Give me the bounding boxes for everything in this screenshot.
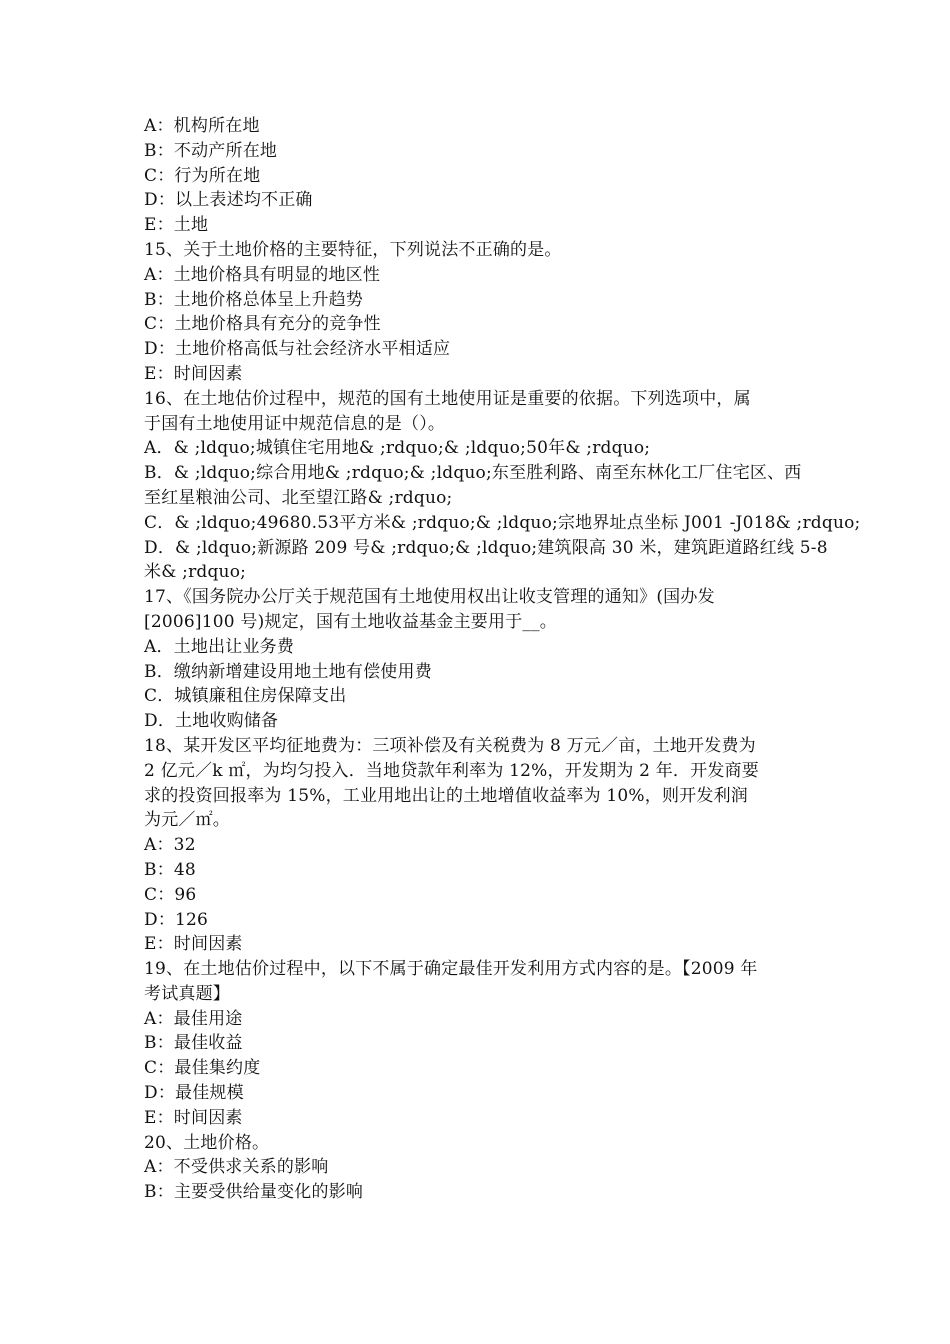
option-line: B：主要受供给量变化的影响 [144,1182,364,1203]
option-line: A：32 [144,835,196,856]
question-20: 20、土地价格。 [144,1132,270,1153]
option-line: B：48 [144,859,196,880]
question-16-cont: 于国有土地使用证中规范信息的是（）。 [144,413,446,434]
question-17: 17、《国务院办公厅关于规范国有土地使用权出让收支管理的通知》(国办发 [144,587,715,608]
option-line: D．& ;ldquo;新源路 209 号& ;rdquo;& ;ldquo;建筑限高 30 米，建筑距道路红线 5-8 [144,537,828,558]
option-line: D：以上表述均不正确 [144,190,313,211]
document-body [144,114,861,1205]
question-18-cont: 求的投资回报率为 15%，工业用地出让的土地增值收益率为 10%，则开发利润 [144,785,748,806]
option-line: B：土地价格总体呈上升趋势 [144,289,364,310]
question-18-cont: 为元／㎡。 [144,810,230,831]
question-16: 16、在土地估价过程中，规范的国有土地使用证是重要的依据。下列选项中，属 [144,388,751,409]
option-line: A．& ;ldquo;城镇住宅用地& ;rdquo;& ;ldquo;50年& ;rdquo; [144,438,651,459]
option-line: C：最佳集约度 [144,1058,261,1079]
option-line: A：不受供求关系的影响 [144,1157,329,1178]
option-line: B．& ;ldquo;综合用地& ;rdquo;& ;ldquo;东至胜利路、南至东林化工厂住宅区、西 [144,463,802,484]
option-line: E：土地 [144,215,209,236]
option-line: C：96 [144,884,197,905]
option-line: E：时间因素 [144,363,243,384]
option-line-cont: 米& ;rdquo; [144,562,247,583]
option-line: C．城镇廉租住房保障支出 [144,686,347,707]
option-line: A：土地价格具有明显的地区性 [144,264,381,285]
option-line: B：不动产所在地 [144,140,278,161]
question-19: 19、在土地估价过程中，以下不属于确定最佳开发利用方式内容的是。【2009 年 [144,959,758,980]
option-line: A：机构所在地 [144,116,260,136]
option-line: D：土地价格高低与社会经济水平相适应 [144,339,451,360]
option-line: C：土地价格具有充分的竞争性 [144,314,381,335]
option-line: D：126 [144,909,209,930]
option-line: C．& ;ldquo;49680.53平方米& ;rdquo;& ;ldquo;宗地界址点坐标 J001 -J018& ;rdquo; [144,512,861,533]
option-line: B：最佳收益 [144,1033,243,1054]
option-line-cont: 至红星粮油公司、北至望江路& ;rdquo; [144,487,453,508]
option-line: D：最佳规模 [144,1083,244,1104]
option-line: B．缴纳新增建设用地土地有偿使用费 [144,661,432,682]
question-18-cont: 2 亿元／k ㎡，为均匀投入．当地贷款年利率为 12%，开发期为 2 年．开发商要 [144,760,759,781]
option-line: E：时间因素 [144,1107,243,1128]
option-line: A．土地出让业务费 [144,636,295,657]
question-15: 15、关于土地价格的主要特征，下列说法不正确的是。 [144,239,562,260]
question-18: 18、某开发区平均征地费为：三项补偿及有关税费为 8 万元／亩，土地开发费为 [144,735,756,756]
question-17-cont: [2006]100 号)规定，国有土地收益基金主要用于__。 [144,611,558,632]
option-line: E：时间因素 [144,934,243,955]
question-19-cont: 考试真题】 [144,983,230,1004]
option-line: C：行为所在地 [144,165,261,186]
option-line: A：最佳用途 [144,1008,243,1029]
option-line: D．土地收购储备 [144,711,279,732]
